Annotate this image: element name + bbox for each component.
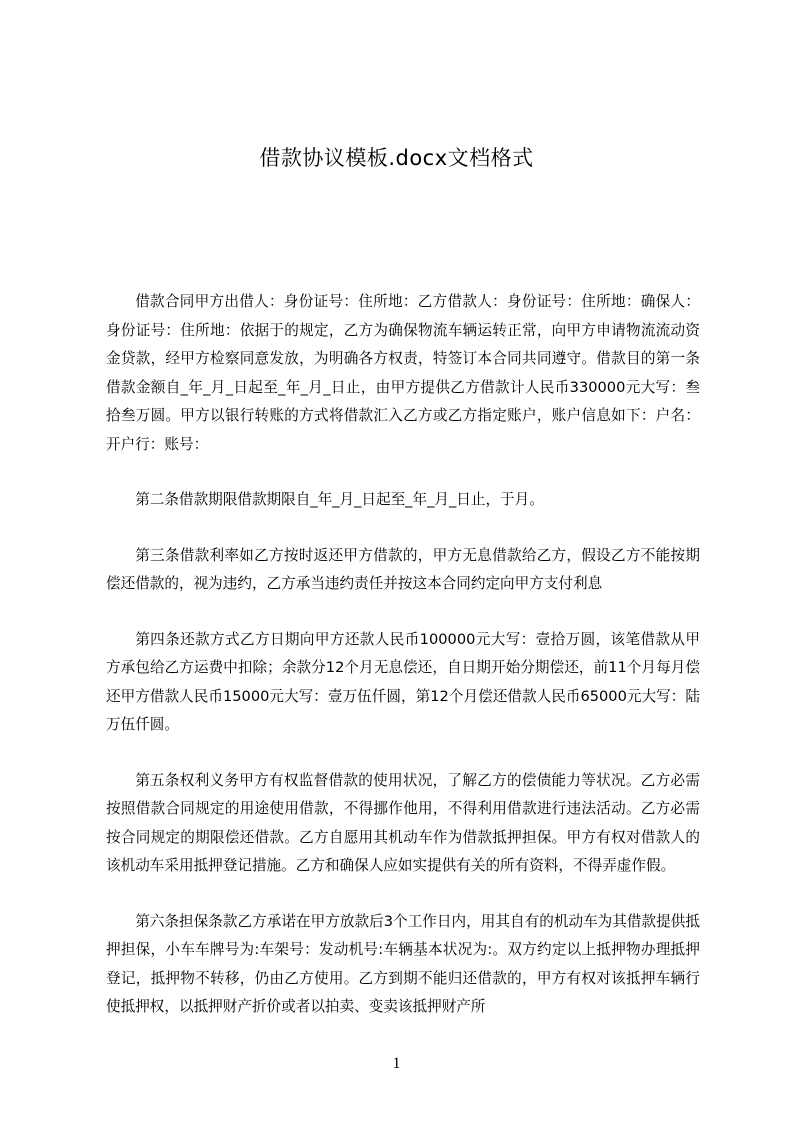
page-number: 1 xyxy=(392,1055,401,1072)
paragraph-article-2: 第二条借款期限借款期限自_年_月_日起至_年_月_日止，于月。 xyxy=(135,491,544,508)
document-body xyxy=(106,288,700,1022)
paragraph-article-4: 第四条还款方式乙方日期向甲方还款人民币100000元大写：壹拾万圆，该笔借款从甲方承包给乙方运费中扣除；余款分12个月无息偿还，自日期开始分期偿还，前11个月每月偿还甲方借款人民币15000元大写：壹万伍仟圆，第12个月偿还借款人民币65000元大写：陆万伍仟圆。 xyxy=(106,630,700,733)
paragraph-article-5: 第五条权利义务甲方有权监督借款的使用状况，了解乙方的偿债能力等状况。乙方必需按照借款合同规定的用途使用借款，不得挪作他用，不得利用借款进行违法活动。乙方必需按合同规定的期限偿还借款。乙方自愿用其机动车作为借款抵押担保。甲方有权对借款人的该机动车采用抵押登记措施。乙方和确保人应如实提供有关的所有资料，不得弄虚作假。 xyxy=(106,771,700,874)
paragraph-contract-intro: 借款合同甲方出借人：身份证号：住所地：乙方借款人：身份证号：住所地：确保人：身份证号：住所地：依据于的规定，乙方为确保物流车辆运转正常，向甲方申请物流流动资金贷款，经甲方检察同意发放，为明确各方权责，特签订本合同共同遵守。借款目的第一条借款金额自_年_月_日起至_年_月_日止，由甲方提供乙方借款计人民币330000元大写：叁拾叁万圆。甲方以银行转账的方式将借款汇入乙方或乙方指定账户，账户信息如下：户名：开户行：账号： xyxy=(106,293,700,453)
paragraph-article-6: 第六条担保条款乙方承诺在甲方放款后3个工作日内，用其自有的机动车为其借款提供抵押担保，小车车牌号为:车架号：发动机号:车辆基本状况为:。双方约定以上抵押物办理抵押登记，抵押物不转移，仍由乙方使用。乙方到期不能归还借款的，甲方有权对该抵押车辆行使抵押权，以抵押财产折价或者以拍卖、变卖该抵押财产所 xyxy=(106,912,700,1015)
paragraph-article-3: 第三条借款利率如乙方按时返还甲方借款的，甲方无息借款给乙方，假设乙方不能按期偿还借款的，视为违约，乙方承当违约责任并按这本合同约定向甲方支付利息 xyxy=(106,546,700,592)
document-title: 借款协议模板.docx文档格式 xyxy=(259,146,534,170)
